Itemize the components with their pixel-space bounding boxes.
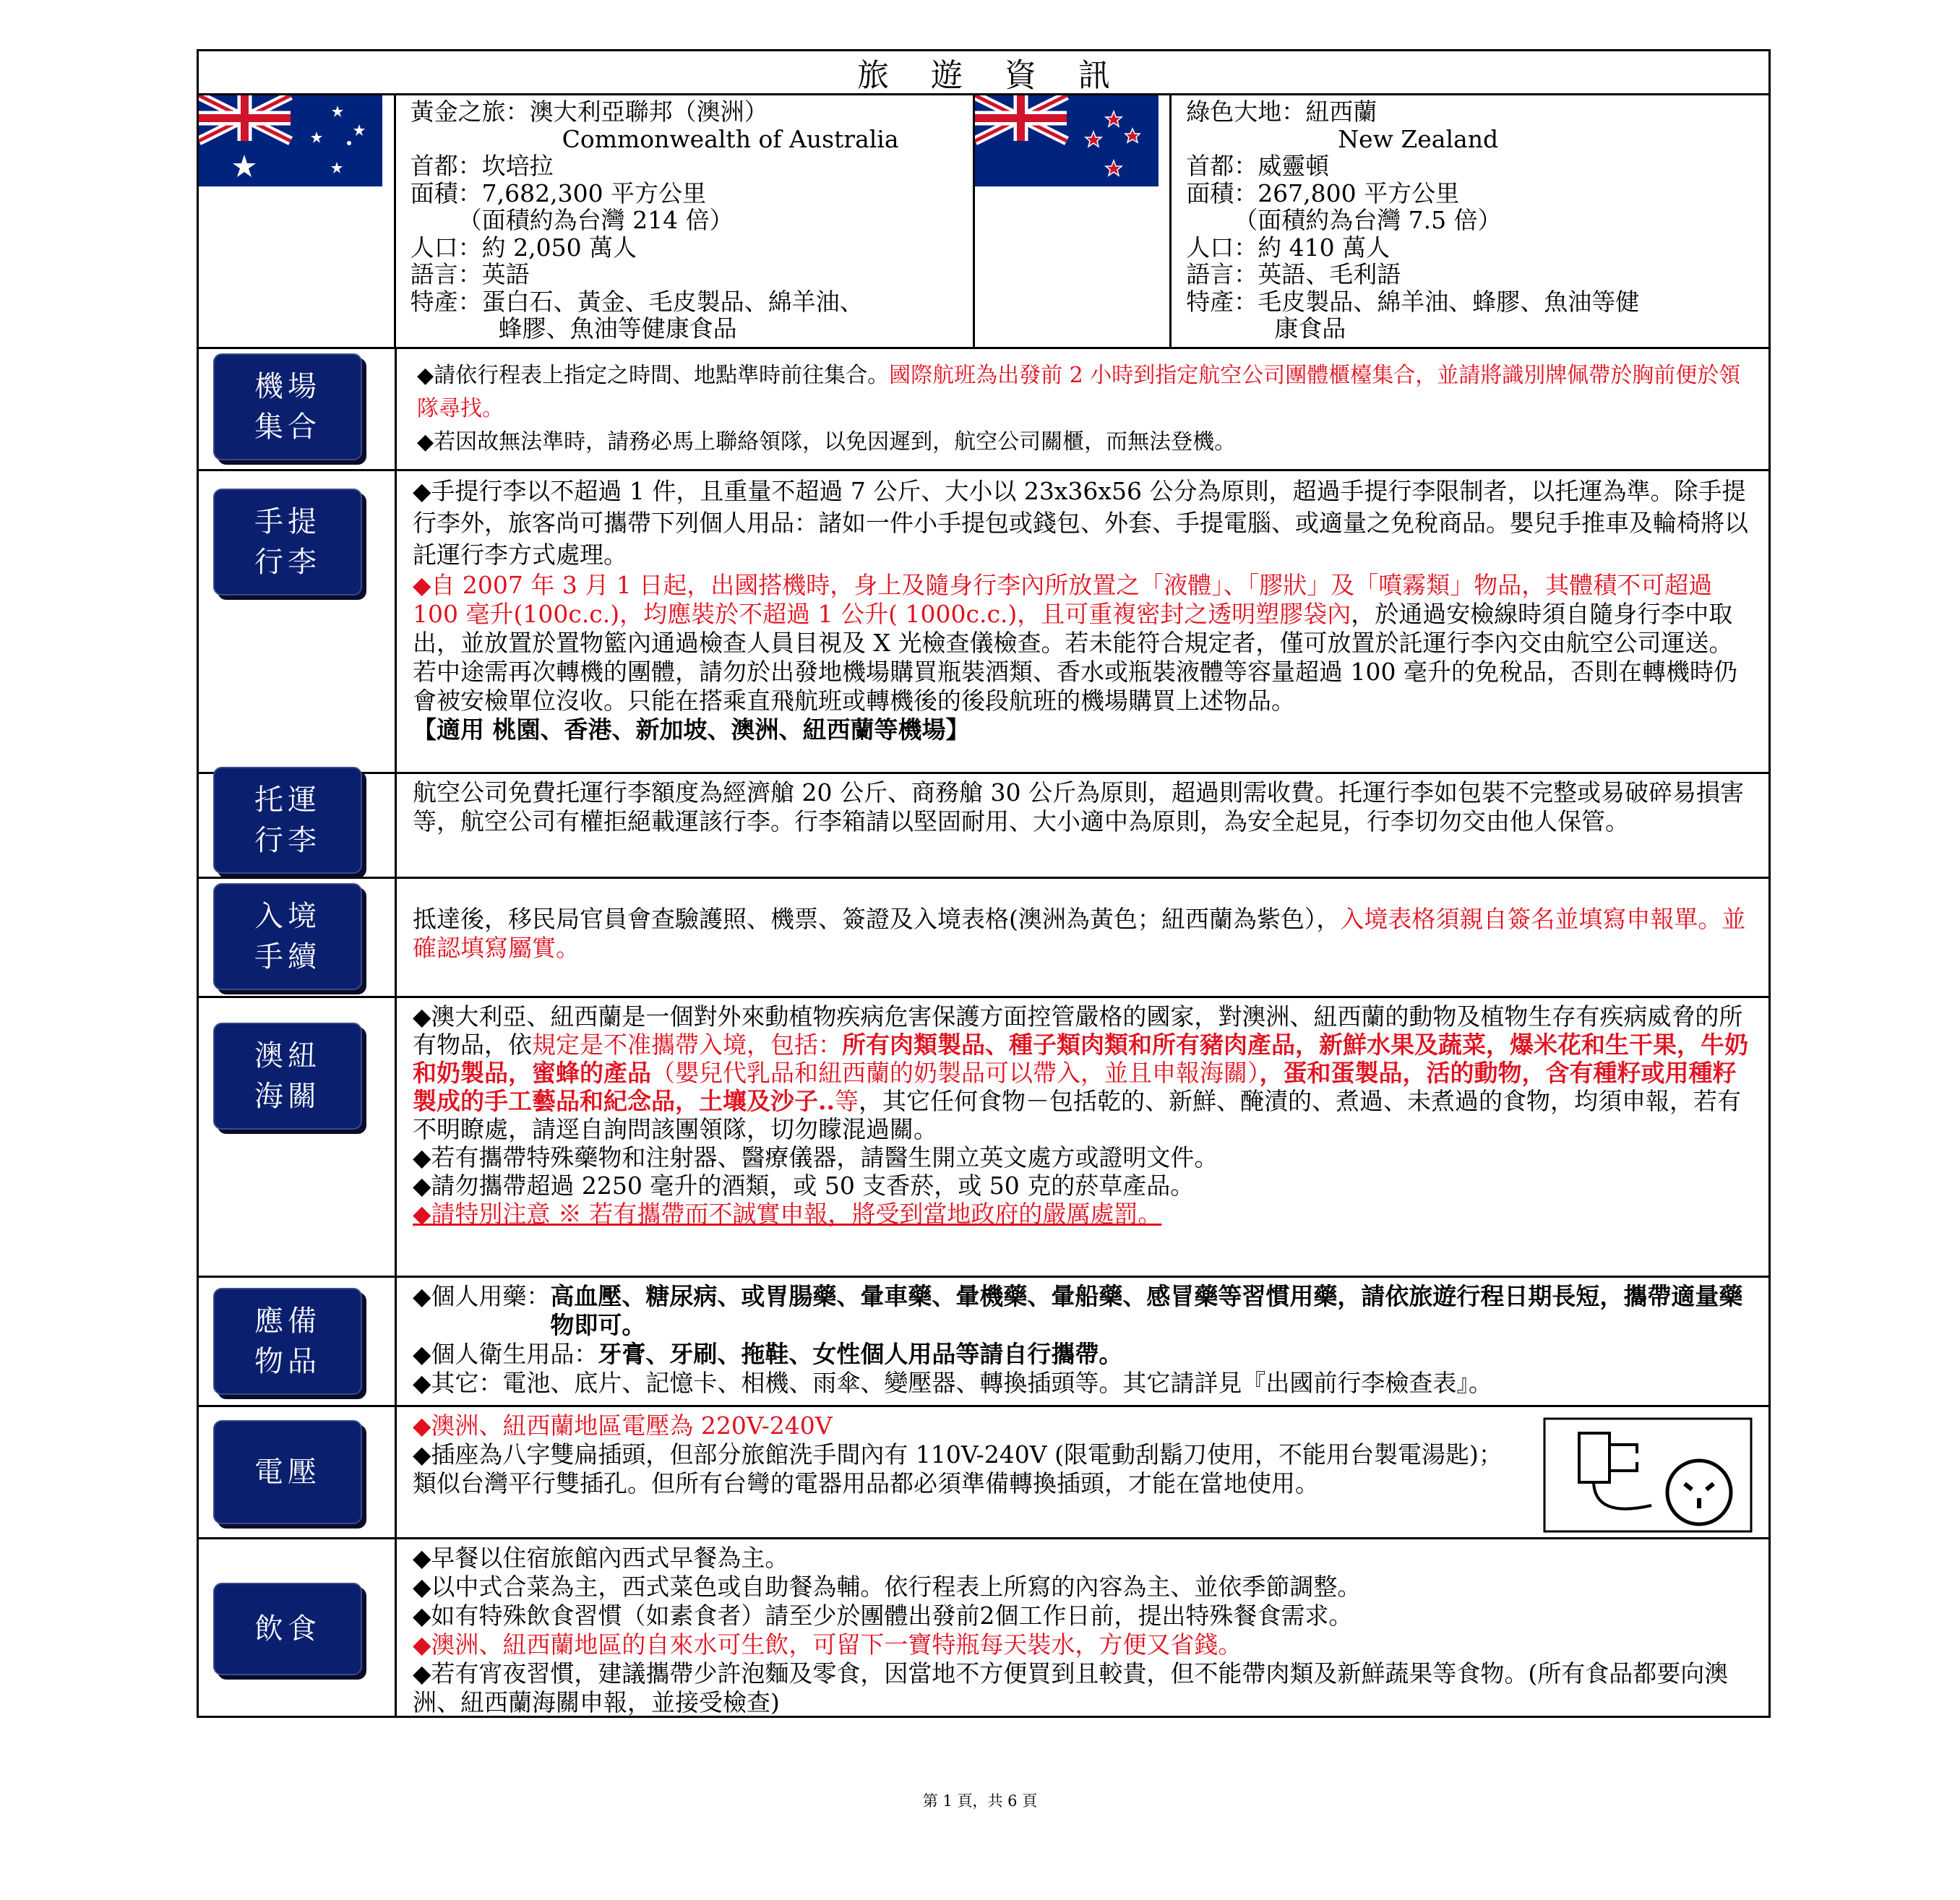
- entry-content: [397, 879, 1768, 996]
- section-airport: [199, 349, 1768, 471]
- newzealand-english-name: New Zealand: [1338, 124, 1499, 153]
- checked-label: 托運行李: [254, 783, 321, 857]
- customs-text-4: ◆請勿攜帶超過 2250 毫升的酒類，或 50 支香菸，或 50 克的菸草產品。: [413, 1172, 1195, 1200]
- carryon-text-red: ◆自 2007 年 3 月 1 日起，出國搭機時，身上及隨身行李內所放置之「液體」、「膠狀」及「噴霧類」物品，其體積不可超過 100 毫升(100c.c.)，均應裝於不超過 1 公升( 1000c.c.)，且可重複密封之透明塑膠袋內: [413, 571, 1713, 628]
- voltage-text: ◆插座為八字雙扁插頭，但部分旅館洗手間內有 110V-240V (限電動刮鬍刀使用，不能用台製電湯匙)；類似台灣平行雙插孔。但所有台彎的電器用品都必須準備轉換插頭，才能在當地使用。: [413, 1440, 1503, 1497]
- newzealand-flag-cell: [975, 95, 1172, 347]
- section-carryon: [199, 471, 1768, 774]
- section-label-cell: [199, 1539, 397, 1716]
- entry-badge: [213, 883, 362, 990]
- customs-text-red-3: 等: [834, 1087, 859, 1115]
- carryon-badge: [213, 489, 362, 596]
- customs-text-red-bold-1: 所有肉類製品、種子類肉類和所有豬肉產品，新鮮水果及蔬菜，爆米花和生干果，牛奶和奶製品，蜜蜂的產品: [413, 1031, 1748, 1087]
- checked-content: [397, 774, 1768, 877]
- section-supplies: [199, 1278, 1768, 1407]
- newzealand-capital: 首都：威靈頓: [1186, 152, 1330, 180]
- newzealand-population: 人口：約 410 萬人: [1186, 233, 1391, 262]
- australia-products: 特產：蛋白石、黃金、毛皮製品、綿羊油、: [410, 287, 864, 316]
- supplies-text-1: ◆個人用藥：: [413, 1282, 551, 1310]
- australia-language: 語言：英語: [410, 260, 530, 288]
- newzealand-language: 語言：英語、毛利語: [1186, 260, 1401, 288]
- carryon-content: [397, 471, 1768, 772]
- carryon-airports-note: 【適用 桃園、香港、新加坡、澳洲、紐西蘭等機場】: [413, 715, 970, 744]
- customs-text-red-2: （嬰兒代乳品和紐西蘭的奶製品可以帶入，並且申報海關）: [651, 1059, 1260, 1087]
- section-label-cell: [199, 998, 397, 1276]
- customs-text-2: ，其它任何食物－包括乾的、新鮮、醃漬的、煮過、未煮過的食物，均須申報，若有不明瞭處，請逕自詢問該團領隊，切勿矇混過關。: [413, 1087, 1741, 1143]
- entry-label: 入境手續: [254, 900, 321, 973]
- food-text-1: ◆早餐以住宿旅館內西式早餐為主。: [413, 1544, 789, 1572]
- australia-flag-cell: [199, 95, 396, 347]
- page-title: 旅遊資訊: [199, 51, 1768, 95]
- customs-badge: [213, 1023, 362, 1130]
- airport-text-1: ◆請依行程表上指定之時間、地點準時前往集合。: [417, 363, 890, 388]
- power-plug-icon: [1543, 1417, 1753, 1533]
- carryon-text-1: ◆手提行李以不超過 1 件，且重量不超過 7 公斤、大小以 23x36x56 公分為原則，超過手提行李限制者，以托運為準。除手提行李外，旅客尚可攜帶下列個人用品：諸如一件小手提包或錢包、外套、手提電腦、或適量之免稅商品。嬰兒手推車及輪椅將以託運行李方式處理。: [413, 477, 1748, 569]
- airport-label: 機場集合: [254, 370, 321, 444]
- food-text-3: ◆如有特殊飲食習慣（如素食者）請至少於團體出發前2個工作日前，提出特殊餐食需求。: [413, 1602, 1353, 1630]
- australia-english-name: Commonwealth of Australia: [562, 124, 899, 153]
- food-text-red: ◆澳洲、紐西蘭地區的自來水可生飲，可留下一寶特瓶每天裝水，方便又省錢。: [413, 1630, 1242, 1659]
- section-label-cell: [199, 1407, 397, 1537]
- customs-content: [397, 998, 1768, 1276]
- supplies-text-2-bold: 牙膏、牙刷、拖鞋、女性個人用品等請自行攜帶。: [598, 1340, 1123, 1368]
- supplies-text-3: ◆其它：電池、底片、記憶卡、相機、雨傘、變壓器、轉換插頭等。其它請詳見『出國前行李檢查表』。: [413, 1369, 1492, 1397]
- food-text-2: ◆以中式合菜為主，西式菜色或自助餐為輔。依行程表上所寫的內容為主、並依季節調整。: [413, 1573, 1362, 1601]
- airport-badge: [213, 353, 362, 460]
- voltage-badge: [213, 1420, 362, 1524]
- newzealand-products: 特產：毛皮製品、綿羊油、蜂膠、魚油等健: [1186, 287, 1640, 316]
- australia-flag-icon: [199, 95, 382, 186]
- customs-text-3: ◆若有攜帶特殊藥物和注射器、醫療儀器，請醫生開立英文處方或證明文件。: [413, 1143, 1218, 1172]
- supplies-text-1-bold: 高血壓、糖尿病、或胃腸藥、暈車藥、暈機藥、暈船藥、感冒藥等習慣用藥，請依旅遊行程日期長短，攜帶適量藥物即可。: [550, 1282, 1743, 1339]
- section-checked: [199, 774, 1768, 879]
- checked-badge: [213, 767, 362, 874]
- newzealand-products-cont: 康食品: [1274, 314, 1346, 343]
- newzealand-info: [1172, 95, 1768, 347]
- customs-warning: ◆請特別注意 ※ 若有攜帶而不誠實申報，將受到當地政府的嚴厲處罰。: [413, 1200, 1162, 1228]
- australia-population: 人口：約 2,050 萬人: [410, 233, 637, 262]
- food-label: 飲食: [254, 1612, 321, 1646]
- carryon-text-2: ，於通過安檢線時須自隨身行李中取出，並放置於置物籃內通過檢查人員目視及 X 光檢查儀檢查。若未能符合規定者，僅可放置於託運行李內交由航空公司運送。若中途需再次轉機的團體，請勿於出發地機場購買瓶裝酒類、香水或瓶裝液體等容量超過 100 毫升的免稅品，否則在轉機時仍會被安檢單位沒收。只能在搭乘直飛航班或轉機後的後段航班的機場購買上述物品。: [413, 600, 1737, 715]
- section-label-cell: [199, 471, 397, 772]
- voltage-label: 電壓: [254, 1456, 321, 1489]
- supplies-content: [397, 1278, 1768, 1405]
- customs-text-red-bold-2: ，蛋和蛋製品，活的動物，含有種籽或用種籽製成的手工藝品和紀念品，土壤及沙子..: [413, 1059, 1737, 1115]
- australia-capital: 首都：坎培拉: [410, 152, 554, 180]
- section-entry: [199, 879, 1768, 998]
- country-info: [199, 95, 1768, 349]
- food-text-5: ◆若有宵夜習慣，建議攜帶少許泡麵及零食，因當地不方便買到且較貴，但不能帶肉類及新鮮蔬果等食物。(所有食品都要向澳洲、紐西蘭海關申報，並接受檢查): [413, 1659, 1729, 1716]
- australia-heading: 黃金之旅：澳大利亞聯邦（澳洲）: [410, 98, 768, 126]
- australia-info: [396, 95, 975, 347]
- section-customs: [199, 998, 1768, 1278]
- newzealand-flag-icon: [975, 95, 1159, 186]
- customs-text-red-1: 規定是不准攜帶入境，包括：: [532, 1031, 842, 1059]
- section-voltage: [199, 1407, 1768, 1539]
- section-label-cell: [199, 1278, 397, 1405]
- entry-text-red: 入境表格須親自簽名並填寫申報單。並確認填寫屬實。: [413, 905, 1746, 962]
- section-food: [199, 1539, 1768, 1716]
- australia-area: 面積：7,682,300 平方公里: [410, 179, 707, 207]
- voltage-text-red: ◆澳洲、紐西蘭地區電壓為 220V-240V: [413, 1411, 833, 1440]
- food-content: [397, 1539, 1768, 1716]
- newzealand-heading: 綠色大地：紐西蘭: [1186, 98, 1377, 126]
- newzealand-area-note: （面積約為台灣 7.5 倍）: [1234, 206, 1502, 234]
- supplies-text-2: ◆個人衛生用品：: [413, 1340, 598, 1368]
- voltage-content: [397, 1407, 1768, 1537]
- australia-products-cont: 蜂膠、魚油等健康食品: [498, 314, 737, 343]
- newzealand-area: 面積：267,800 平方公里: [1186, 179, 1460, 207]
- supplies-label: 應備物品: [254, 1304, 321, 1378]
- airport-content: [397, 349, 1768, 469]
- page-footer: 第 1 頁，共 6 頁: [922, 1792, 1038, 1810]
- entry-text: 抵達後，移民局官員會查驗護照、機票、簽證及入境表格(澳洲為黃色；紐西蘭為紫色），: [413, 905, 1341, 933]
- section-label-cell: [199, 349, 397, 469]
- travel-info-sheet: [197, 49, 1771, 1718]
- customs-label: 澳紐海關: [254, 1039, 321, 1113]
- section-label-cell: [199, 879, 397, 996]
- airport-text-red: 國際航班為出發前 2 小時到指定航空公司團體櫃檯集合，並請將識別牌佩帶於胸前便於領隊尋找。: [417, 363, 1741, 421]
- supplies-badge: [213, 1288, 362, 1395]
- customs-text-1: ◆澳大利亞、紐西蘭是一個對外來動植物疾病危害保護方面控管嚴格的國家，對澳洲、紐西蘭的動物及植物生存有疾病威脅的所有物品，依: [413, 1002, 1743, 1059]
- food-badge: [213, 1583, 362, 1675]
- airport-text-2: ◆若因故無法準時，請務必馬上聯絡領隊，以免因遲到，航空公司關櫃，而無法登機。: [417, 429, 1237, 455]
- checked-text: 航空公司免費托運行李額度為經濟艙 20 公斤、商務艙 30 公斤為原則，超過則需收費。托運行李如包裝不完整或易破碎易損害等，航空公司有權拒絕載運該行李。行李箱請以堅固耐用、大小適中為原則，為安全起見，行李切勿交由他人保管。: [413, 778, 1744, 835]
- australia-area-note: （面積約為台灣 214 倍）: [457, 206, 734, 234]
- carryon-label: 手提行李: [254, 505, 321, 579]
- section-label-cell: [199, 774, 397, 877]
